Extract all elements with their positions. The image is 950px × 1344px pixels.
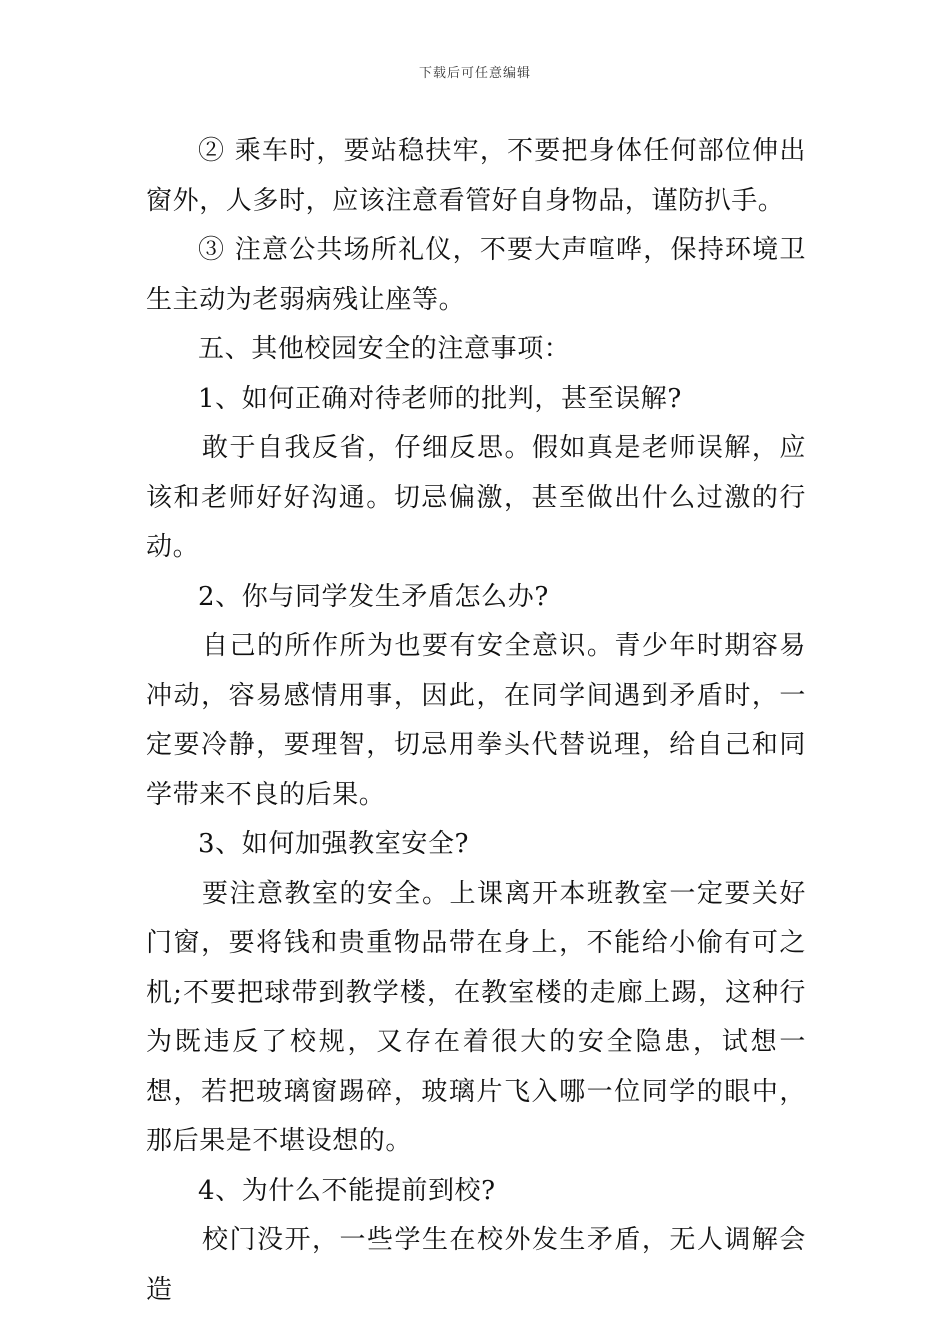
question-3: 3、如何加强教室安全? — [198, 829, 470, 859]
question-4: 4、为什么不能提前到校? — [198, 1175, 496, 1206]
answer-2: 自己的所作所为也要有安全意识。青少年时期容易冲动，容易感情用事，因此，在同学间遇到矛盾时，一定要冷静，要理智，切忌用拳头代替说理，给自己和同学带来不良的后果。 — [146, 631, 806, 810]
document-body — [146, 127, 806, 1315]
section-heading: 五、其他校园安全的注意事项： — [198, 334, 571, 364]
header-note: 下载后可任意编辑 — [418, 66, 531, 81]
question-1: 1、如何正确对待老师的批判，甚至误解? — [198, 383, 682, 414]
paragraph-item-3: ③ 注意公共场所礼仪，不要大声喧哗，保持环境卫生主动为老弱病残让座等。 — [146, 235, 806, 315]
answer-4: 校门没开，一些学生在校外发生矛盾，无人调解会造 — [146, 1225, 806, 1305]
question-2: 2、你与同学发生矛盾怎么办? — [198, 581, 549, 612]
answer-3: 要注意教室的安全。上课离开本班教室一定要关好门窗，要将钱和贵重物品带在身上，不能给小偷有可之机;不要把球带到教学楼，在教室楼的走廊上踢，这种行为既违反了校规，又存在着很大的安全隐患，试想一想，若把玻璃窗踢碎，玻璃片飞入哪一位同学的眼中，那后果是不堪设想的。 — [146, 878, 806, 1156]
answer-1: 敢于自我反省，仔细反思。假如真是老师误解，应该和老师好好沟通。切忌偏激，甚至做出什么过激的行动。 — [146, 433, 806, 562]
paragraph-item-2: ② 乘车时，要站稳扶牢，不要把身体任何部位伸出窗外，人多时，应该注意看管好自身物品，谨防扒手。 — [146, 136, 806, 216]
